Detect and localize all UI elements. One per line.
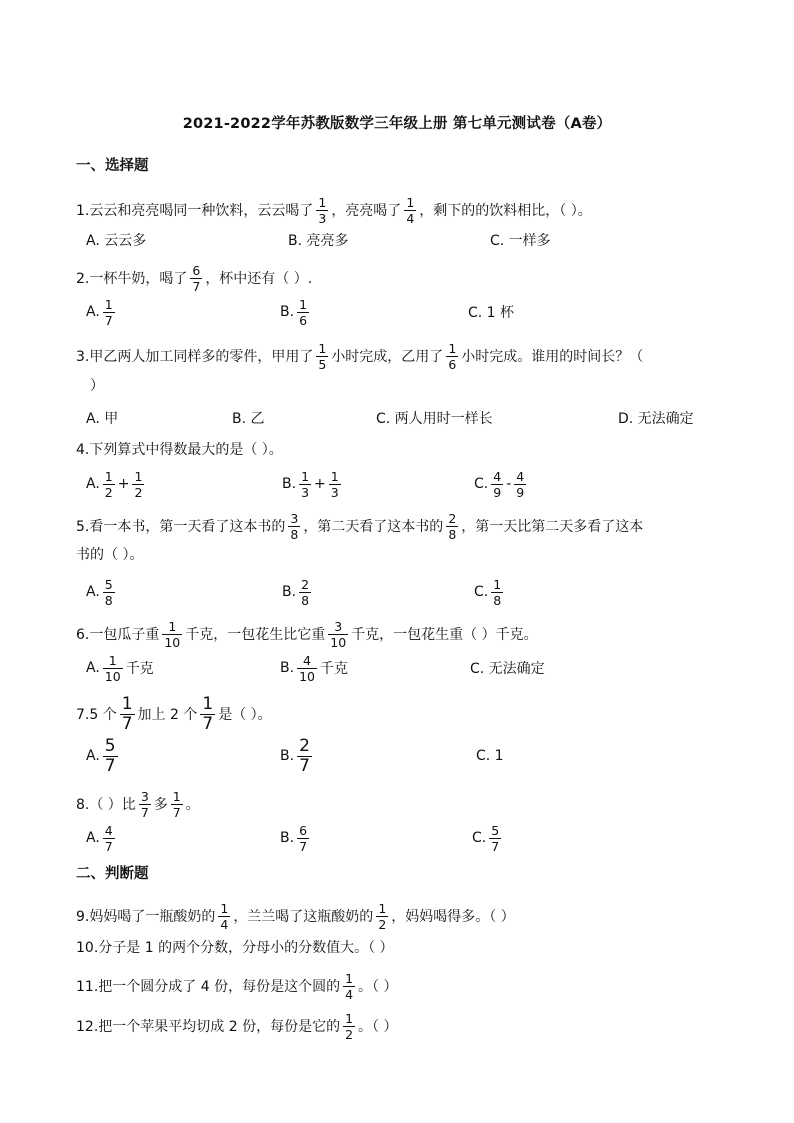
q8-b-denominator: 7 [299,838,308,854]
q6-options [0,650,794,686]
q6-option-b-label: B. [280,660,295,676]
q12-text-2: 。（ ） [358,1018,398,1035]
q7-b-numerator: 2 [299,735,310,756]
q6-option-a-fraction [103,654,123,683]
q3-text-2: 小时完成，乙用了 [331,348,444,365]
q7-option-a[interactable] [86,735,121,776]
q11-fraction-1 [343,972,355,1001]
q7-text-3: 是（ ）。 [218,706,272,723]
question-3 [76,342,643,371]
q4-c-fraction-2 [514,470,526,499]
q7-option-a-fraction [103,735,118,776]
q8-f1-numerator: 3 [140,789,149,804]
q1-options [0,222,794,258]
q7-option-b-label: B. [280,748,295,764]
q5-option-a-label: A. [86,584,100,600]
q11-f1-numerator: 1 [345,971,354,986]
q7-text-1: 7.5 个 [76,706,117,723]
q4-b-f1-denominator: 3 [301,484,310,500]
q1-f2-denominator: 4 [406,211,415,226]
q4-option-a-label: A. [86,476,100,492]
q1-option-b[interactable]: B. 亮亮多 [288,233,349,249]
q8-option-a-fraction [103,824,115,853]
q6-fraction-1 [162,620,182,649]
q12-fraction-1 [343,1012,355,1041]
q4-c-f2-numerator: 4 [516,468,525,484]
q4-a-f2-denominator: 2 [134,484,143,500]
q4-b-f2-numerator: 1 [330,468,339,484]
q6-option-b[interactable] [280,650,348,686]
q5-option-b[interactable] [282,574,314,610]
q2-b-denominator: 6 [299,312,308,328]
q5-option-a[interactable] [86,574,118,610]
q3-option-c[interactable]: C. 两人用时一样长 [376,411,493,427]
q7-f1-denominator: 7 [121,714,133,734]
q1-text-3: ，剩下的的饮料相比，（ ）。 [419,202,592,219]
question-11 [76,972,397,1001]
q2-a-denominator: 7 [104,312,113,328]
q8-text-2: 多 [153,796,168,813]
q2-option-b[interactable] [280,294,312,330]
section-judge-heading: 二、判断题 [76,866,149,882]
q1-option-a[interactable]: A. 云云多 [86,233,147,249]
q5-c-numerator: 1 [493,576,502,592]
q2-f1-denominator: 7 [192,279,201,294]
q5-fraction-1 [288,512,300,541]
q5-f1-denominator: 8 [290,527,299,542]
q11-f1-denominator: 4 [345,987,354,1002]
q5-a-denominator: 8 [104,592,113,608]
q6-a-denominator: 10 [104,668,121,684]
q8-fraction-1 [139,790,151,819]
q4-option-b-label: B. [282,476,297,492]
section-choice-heading: 一、选择题 [76,158,149,174]
q1-f1-denominator: 3 [318,211,327,226]
q5-text-2: ，第二天看了这本书的 [303,518,444,535]
q3-text-1: 3.甲乙两人加工同样多的零件，甲用了 [76,348,314,365]
q6-fraction-2 [328,620,348,649]
q5-continuation: 书的（ ）。 [76,547,144,563]
q8-c-denominator: 7 [491,838,500,854]
q6-b-numerator: 4 [303,652,311,668]
q2-f1-numerator: 6 [192,263,201,278]
q5-option-c-label: C. [474,584,489,600]
q8-text-3: 。 [185,796,200,813]
q9-text-2: ，兰兰喝了这瓶酸奶的 [233,908,374,925]
q9-text-1: 9.妈妈喝了一瓶酸奶的 [76,908,216,925]
q6-b-denominator: 10 [299,668,315,684]
q1-option-c[interactable]: C. 一样多 [490,233,551,249]
question-6 [76,620,538,649]
q7-fraction-2 [200,696,215,733]
q6-f2-denominator: 10 [330,635,347,650]
q8-option-c-fraction [489,824,501,853]
q8-options [0,820,794,856]
question-1 [76,196,592,225]
q5-b-numerator: 2 [301,576,310,592]
q8-a-numerator: 4 [104,822,113,838]
q3-f1-denominator: 5 [318,357,327,372]
q8-text-1: 8.（ ）比 [76,796,136,813]
q7-options [0,735,794,776]
question-12 [76,1012,397,1041]
q8-option-b-label: B. [280,830,295,846]
q4-c-f2-denominator: 9 [516,484,525,500]
q8-f2-denominator: 7 [172,805,181,820]
q3-continuation: ） [90,378,104,394]
q9-f2-denominator: 2 [378,917,387,932]
q4-a-f1-denominator: 2 [104,484,113,500]
question-4: 4.下列算式中得数最大的是（ ）。 [76,442,283,458]
q2-text-2: ，杯中还有（ ）. [205,270,313,287]
q5-option-c-fraction [491,578,503,607]
q12-text-1: 12.把一个苹果平均切成 2 份，每份是它的 [76,1018,341,1035]
q7-option-b-fraction [297,735,312,776]
q7-option-b[interactable] [280,735,315,776]
q11-text-2: 。（ ） [358,978,398,995]
q9-fraction-1 [218,902,230,931]
q8-fraction-2 [171,790,183,819]
question-7 [76,696,272,733]
q5-f2-numerator: 2 [448,511,457,526]
q7-a-denominator: 7 [104,755,116,776]
q5-c-denominator: 8 [493,592,502,608]
q5-b-denominator: 8 [301,592,310,608]
q4-option-a[interactable] [86,466,147,502]
q1-f2-numerator: 1 [406,195,415,210]
q4-a-fraction-2 [132,470,144,499]
q5-option-b-fraction [299,578,311,607]
q4-a-f1-numerator: 1 [104,468,113,484]
q6-option-a-unit: 千克 [125,661,154,677]
q7-f1-numerator: 1 [121,694,133,714]
q8-b-numerator: 6 [299,822,308,838]
q4-a-f2-numerator: 1 [134,468,143,484]
q2-option-a[interactable] [86,294,118,330]
q4-c-f1-denominator: 9 [493,484,502,500]
q5-f1-numerator: 3 [290,511,299,526]
q4-b-f2-denominator: 3 [330,484,339,500]
q1-text-2: ，亮亮喝了 [331,202,402,219]
q9-f2-numerator: 1 [378,901,387,916]
q8-a-denominator: 7 [104,838,113,854]
q8-option-b[interactable] [280,820,312,856]
question-8 [76,790,200,819]
q6-option-a-label: A. [86,660,100,676]
q9-fraction-2 [376,902,388,931]
q8-option-c-label: C. [472,830,487,846]
q6-option-b-fraction [297,654,317,683]
q2-fraction-1 [190,264,202,293]
q3-option-a[interactable]: A. 甲 [86,411,119,427]
q1-fraction-2 [404,196,416,225]
q9-text-3: ，妈妈喝得多。（ ） [391,908,515,925]
q7-option-c[interactable]: C. 1 [476,748,504,764]
q1-fraction-1 [316,196,328,225]
q5-text-1: 5.看一本书，第一天看了这本书的 [76,518,286,535]
q7-b-denominator: 7 [299,755,310,776]
q6-f1-denominator: 10 [164,635,181,650]
q5-options [0,574,794,610]
q9-f1-denominator: 4 [220,917,229,932]
q6-f2-numerator: 3 [334,619,343,634]
question-10: 10.分子是 1 的两个分数，分母小的分数值大。（ ） [76,940,394,956]
q2-option-b-label: B. [280,304,295,320]
page-title: 2021-2022学年苏教版数学三年级上册 第七单元测试卷（A卷） [182,116,612,132]
q4-option-b[interactable] [282,466,344,502]
q1-f1-numerator: 1 [318,195,327,210]
q6-option-b-unit: 千克 [319,661,348,677]
q2-option-a-label: A. [86,304,100,320]
q4-option-c-label: C. [474,476,489,492]
q3-f2-denominator: 6 [448,357,457,372]
q7-fraction-1 [120,696,135,733]
q4-b-fraction-1 [299,470,311,499]
q3-f2-numerator: 1 [448,341,457,356]
q2-a-numerator: 1 [104,296,113,312]
q3-text-3: 小时完成。谁用的时间长？（ [461,348,644,365]
q11-text-1: 11.把一个圆分成了 4 份，每份是这个圆的 [76,978,341,995]
q2-option-b-fraction [297,298,309,327]
q7-option-a-label: A. [86,748,100,764]
q4-a-fraction-1 [103,470,115,499]
q6-text-1: 6.一包瓜子重 [76,626,160,643]
q3-fraction-1 [316,342,328,371]
q4-c-operator: - [506,476,512,492]
q3-option-d[interactable]: D. 无法确定 [618,411,694,427]
q4-c-fraction-1 [491,470,503,499]
q2-text-1: 2.一杯牛奶，喝了 [76,270,188,287]
q8-option-a[interactable] [86,820,118,856]
q5-a-numerator: 5 [104,576,113,592]
q7-text-2: 加上 2 个 [137,706,198,723]
q3-f1-numerator: 1 [318,341,327,356]
q5-f2-denominator: 8 [448,527,457,542]
q8-option-b-fraction [297,824,309,853]
q4-options [0,466,794,502]
q12-f1-denominator: 2 [345,1027,354,1042]
question-5 [76,512,643,541]
q4-option-c[interactable] [474,466,529,502]
q4-a-operator: + [117,476,130,492]
q12-f1-numerator: 1 [345,1011,354,1026]
q2-options [0,294,794,330]
q6-f1-numerator: 1 [168,619,177,634]
q2-b-numerator: 1 [299,296,308,312]
q8-f1-denominator: 7 [140,805,149,820]
q6-a-numerator: 1 [108,652,117,668]
q5-option-b-label: B. [282,584,297,600]
question-2 [76,264,312,293]
q3-option-b[interactable]: B. 乙 [232,411,265,427]
q8-option-a-label: A. [86,830,100,846]
q5-option-a-fraction [103,578,115,607]
q6-option-c[interactable]: C. 无法确定 [470,661,545,677]
q5-option-c[interactable] [474,574,506,610]
q2-option-c[interactable]: C. 1 杯 [468,305,515,321]
q6-text-3: 千克，一包花生重（ ）千克。 [351,626,538,643]
q5-text-3: ，第一天比第二天多看了这本 [461,518,644,535]
q7-f2-denominator: 7 [202,714,214,734]
q6-text-2: 千克，一包花生比它重 [185,626,326,643]
q7-a-numerator: 5 [104,735,116,756]
q3-options [0,400,794,436]
q4-c-f1-numerator: 4 [493,468,502,484]
q4-b-f1-numerator: 1 [301,468,310,484]
q4-b-operator: + [314,476,326,492]
q5-fraction-2 [446,512,458,541]
q7-f2-numerator: 1 [202,694,214,714]
q1-text-1: 1.云云和亮亮喝同一种饮料，云云喝了 [76,202,314,219]
q3-fraction-2 [446,342,458,371]
q6-option-a[interactable] [86,650,154,686]
q8-c-numerator: 5 [491,822,500,838]
q8-option-c[interactable] [472,820,504,856]
q8-f2-numerator: 1 [172,789,181,804]
question-9 [76,902,515,931]
q9-f1-numerator: 1 [220,901,229,916]
q2-option-a-fraction [103,298,115,327]
q4-b-fraction-2 [329,470,341,499]
